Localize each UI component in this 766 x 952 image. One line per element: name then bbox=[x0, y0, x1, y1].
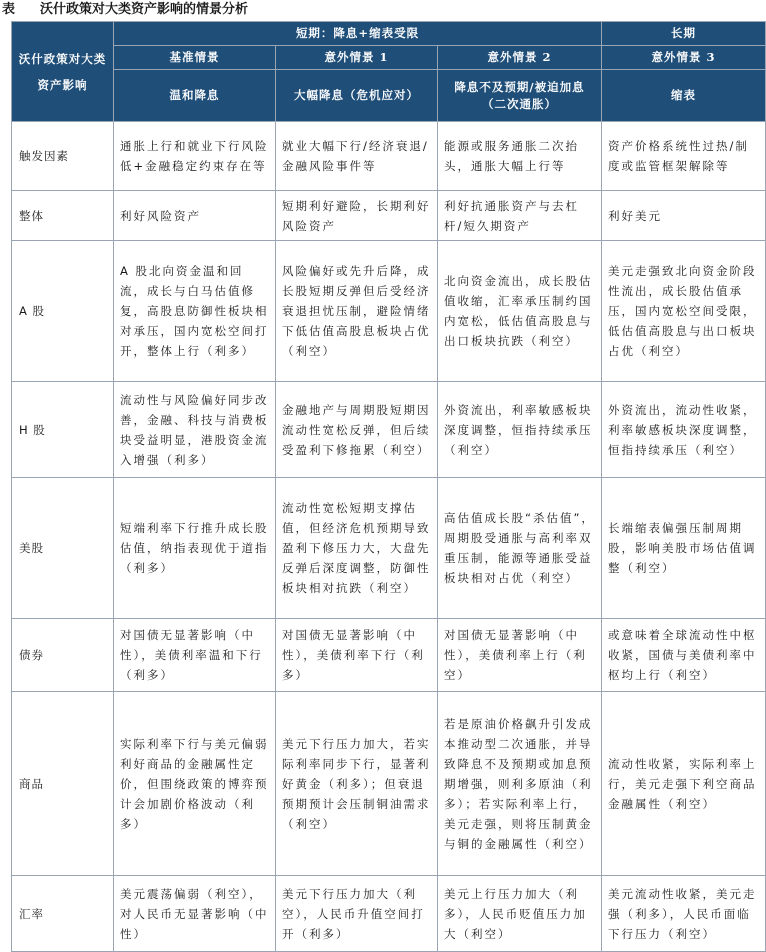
table-row bbox=[12, 191, 766, 241]
table-cell: 通胀上行和就业下行风险低+金融稳定约束存在等 bbox=[114, 122, 276, 191]
row-label: H 股 bbox=[12, 382, 114, 478]
table-row bbox=[12, 478, 766, 619]
long-term-header: 长期 bbox=[602, 22, 766, 46]
row-label: A 股 bbox=[12, 241, 114, 382]
table-cell: 美元下行压力加大（利空），人民币升值空间打开（利多） bbox=[276, 876, 438, 952]
scenario-desc-baseline: 温和降息 bbox=[114, 70, 276, 122]
caption-prefix: 表 bbox=[2, 2, 16, 17]
caption-title: 沃什政策对大类资产影响的情景分析 bbox=[40, 2, 249, 17]
row-label: 债券 bbox=[12, 619, 114, 692]
table-row bbox=[12, 876, 766, 952]
table-row bbox=[12, 382, 766, 478]
table-cell: 美元流动性收紧，美元走强（利多），人民币面临下行压力（利空） bbox=[602, 876, 766, 952]
table-cell: 利好风险资产 bbox=[114, 191, 276, 241]
row-label: 触发因素 bbox=[12, 122, 114, 191]
table-cell: 外资流出，流动性收紧，利率敏感板块深度调整，恒指持续承压（利空） bbox=[602, 382, 766, 478]
table-cell: 长端缩表偏强压制周期股，影响美股市场估值调整（利空） bbox=[602, 478, 766, 619]
table-caption bbox=[0, 0, 766, 20]
table-cell: 对国债无显著影响（中性），美债利率温和下行（利多） bbox=[114, 619, 276, 692]
table-cell: 金融地产与周期股短期因流动性宽松反弹，但后续受盈利下修拖累（利空） bbox=[276, 382, 438, 478]
scenario-desc-surprise-2: 降息不及预期/被迫加息（二次通胀） bbox=[438, 70, 602, 122]
row-label: 整体 bbox=[12, 191, 114, 241]
scenario-table bbox=[11, 21, 766, 952]
table-cell: 或意味着全球流动性中枢收紧，国债与美债利率中枢均上行（利空） bbox=[602, 619, 766, 692]
table-row bbox=[12, 241, 766, 382]
scenario-desc-surprise-1: 大幅降息（危机应对） bbox=[276, 70, 438, 122]
table-cell: 北向资金流出，成长股估值收缩，汇率承压制约国内宽松，低估值高股息与出口板块抗跌（利空） bbox=[438, 241, 602, 382]
table-cell: A 股北向资金温和回流，成长与白马估值修复，高股息防御性板块相对承压，国内宽松空间打开，整体上行（利多） bbox=[114, 241, 276, 382]
table-cell: 外资流出，利率敏感板块深度调整，恒指持续承压（利空） bbox=[438, 382, 602, 478]
table-cell: 美元震荡偏弱（利空），对人民币无显著影响（中性） bbox=[114, 876, 276, 952]
scenario-desc-surprise-3: 缩表 bbox=[602, 70, 766, 122]
table-cell: 流动性宽松短期支撑估值，但经济危机预期导致盈利下修压力大，大盘先反弹后深度调整，防御性板块相对抗跌（利空） bbox=[276, 478, 438, 619]
scenario-name-baseline: 基准情景 bbox=[114, 46, 276, 70]
row-label: 美股 bbox=[12, 478, 114, 619]
table-row bbox=[12, 619, 766, 692]
table-cell: 短期利好避险，长期利好风险资产 bbox=[276, 191, 438, 241]
table-cell: 利好抗通胀资产与去杠杆/短久期资产 bbox=[438, 191, 602, 241]
table-cell: 对国债无显著影响（中性），美债利率下行（利多） bbox=[276, 619, 438, 692]
table-cell: 流动性收紧，实际利率上行，美元走强下利空商品金融属性（利空） bbox=[602, 692, 766, 876]
table-cell: 美元上行压力加大（利多），人民币贬值压力加大（利空） bbox=[438, 876, 602, 952]
table-cell: 实际利率下行与美元偏弱利好商品的金融属性定价，但围绕政策的博弈预计会加剧价格波动（利多） bbox=[114, 692, 276, 876]
table-cell: 美元下行压力加大，若实际利率同步下行，显著利好黄金（利多）；但衰退预期预计会压制铜油需求（利空） bbox=[276, 692, 438, 876]
row-label: 商品 bbox=[12, 692, 114, 876]
table-cell: 利好美元 bbox=[602, 191, 766, 241]
scenario-name-surprise-1: 意外情景 1 bbox=[276, 46, 438, 70]
corner-header: 沃什政策对大类资产影响 bbox=[12, 22, 114, 122]
table-cell: 能源或服务通胀二次抬头，通胀大幅上行等 bbox=[438, 122, 602, 191]
table-cell: 资产价格系统性过热/制度或监管框架解除等 bbox=[602, 122, 766, 191]
scenario-name-surprise-3: 意外情景 3 bbox=[602, 46, 766, 70]
table-cell: 若是原油价格飙升引发成本推动型二次通胀，并导致降息不及预期或加息预期增强，则利多原油（利多）；若实际利率上行，美元走强，则将压制黄金与铜的金融属性（利空） bbox=[438, 692, 602, 876]
table-cell: 就业大幅下行/经济衰退/金融风险事件等 bbox=[276, 122, 438, 191]
table-cell: 高估值成长股“杀估值”，周期股受通胀与高利率双重压制，能源等通胀受益板块相对占优（利空） bbox=[438, 478, 602, 619]
table-cell: 短端利率下行推升成长股估值，纳指表现优于道指（利多） bbox=[114, 478, 276, 619]
table-cell: 流动性与风险偏好同步改善，金融、科技与消费板块受益明显，港股资金流入增强（利多） bbox=[114, 382, 276, 478]
table-row bbox=[12, 122, 766, 191]
table-row bbox=[12, 692, 766, 876]
table-cell: 风险偏好或先升后降，成长股短期反弹但后受经济衰退担忧压制，避险情绪下低估值高股息板块占优（利空） bbox=[276, 241, 438, 382]
short-term-header: 短期：降息+缩表受限 bbox=[114, 22, 602, 46]
scenario-name-surprise-2: 意外情景 2 bbox=[438, 46, 602, 70]
row-label: 汇率 bbox=[12, 876, 114, 952]
table-cell: 对国债无显著影响（中性），美债利率上行（利空） bbox=[438, 619, 602, 692]
table-cell: 美元走强致北向资金阶段性流出，成长股估值承压，国内宽松空间受限，低估值高股息与出口板块占优（利空） bbox=[602, 241, 766, 382]
